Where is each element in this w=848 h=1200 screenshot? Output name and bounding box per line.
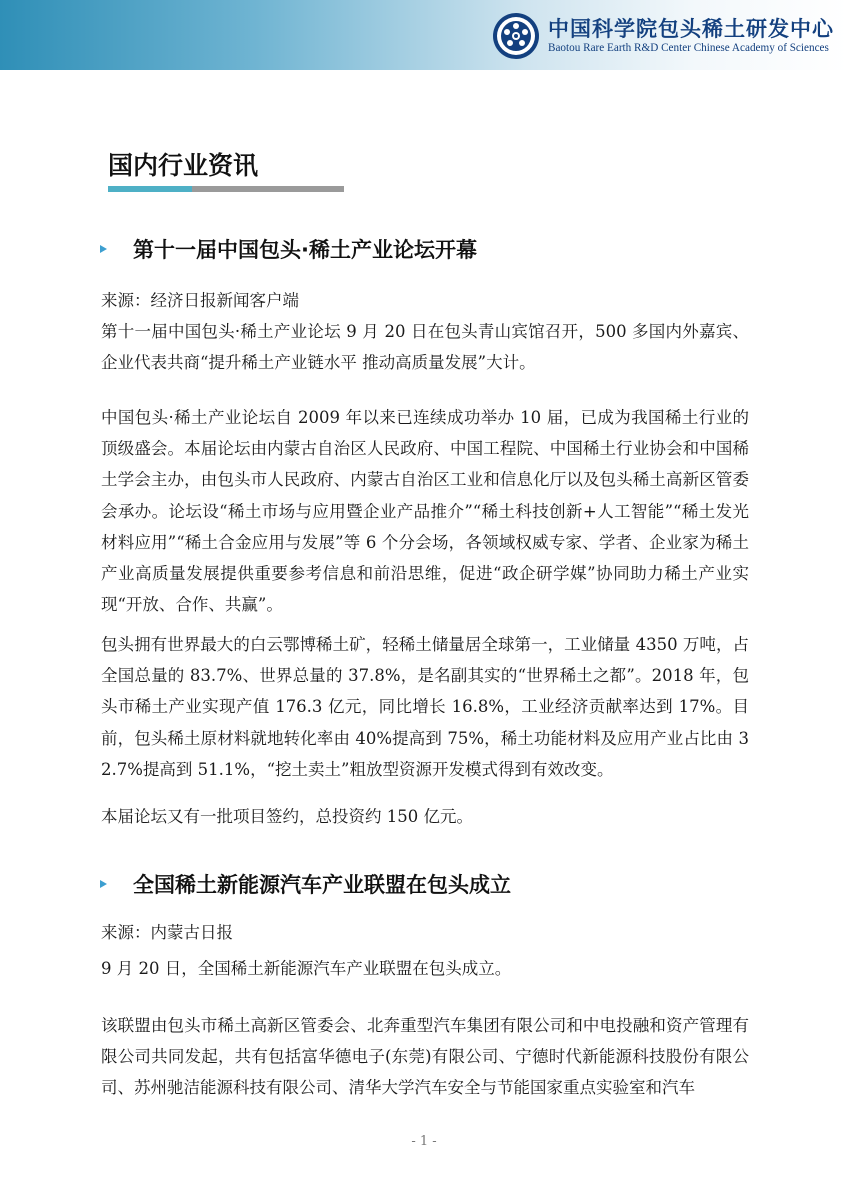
triangle-bullet-icon <box>100 880 107 888</box>
article-1-paragraph: 包头拥有世界最大的白云鄂博稀土矿，轻稀土储量居全球第一，工业储量 4350 万吨，占全国总量的 83.7%、世界总量的 37.8%，是名副其实的“世界稀土之都”。2018 年，包头市稀土产业实现产值 176.3 亿元，同比增长 16.8%，工业经济贡献率达到 17%。目前，包头稀土原材料就地转化率由 40%提高到 75%，稀土功能材料及应用产业占比由 32.7%提高到 51.1%，“挖土卖土”粗放型资源开发模式得到有效改变。 <box>101 635 749 779</box>
section-title: 国内行业资讯 <box>108 151 259 180</box>
cas-emblem-icon <box>492 12 540 60</box>
org-logo <box>492 12 834 60</box>
article-2-title: 全国稀土新能源汽车产业联盟在包头成立 <box>133 873 511 897</box>
article-2-paragraph: 该联盟由包头市稀土高新区管委会、北奔重型汽车集团有限公司和中电投融和资产管理有限公司共同发起，共有包括富华德电子(东莞)有限公司、宁德时代新能源科技股份有限公司、苏州驰洁能源科技有限公司、清华大学汽车安全与节能国家重点实验室和汽车 <box>101 1016 749 1098</box>
org-name-en: Baotou Rare Earth R&D Center Chinese Academy of Sciences <box>548 42 829 54</box>
article-1-paragraph: 本届论坛又有一批项目签约，总投资约 150 亿元。 <box>101 807 473 826</box>
triangle-bullet-icon <box>100 245 107 253</box>
article-1-source: 来源：经济日报新闻客户端 <box>101 291 299 310</box>
article-1-paragraph: 第十一届中国包头·稀土产业论坛 9 月 20 日在包头青山宾馆召开，500 多国内外嘉宾、企业代表共商“提升稀土产业链水平 推动高质量发展”大计。 <box>101 322 749 373</box>
page-number: - 1 - <box>411 1134 437 1149</box>
org-name-cn: 中国科学院包头稀土研发中心 <box>548 17 834 41</box>
article-1-title: 第十一届中国包头·稀土产业论坛开幕 <box>133 238 477 262</box>
article-2-source: 来源：内蒙古日报 <box>101 923 233 942</box>
article-2-heading <box>100 869 511 899</box>
article-1-paragraph: 中国包头·稀土产业论坛自 2009 年以来已连续成功举办 10 届，已成为我国稀土行业的顶级盛会。本届论坛由内蒙古自治区人民政府、中国工程院、中国稀土行业协会和中国稀土学会主办，由包头市人民政府、内蒙古自治区工业和信息化厅以及包头稀土高新区管委会承办。论坛设“稀土市场与应用暨企业产品推介”“稀土科技创新+人工智能”“稀土发光材料应用”“稀土合金应用与发展”等 6 个分会场，各领域权威专家、学者、企业家为稀土产业高质量发展提供重要参考信息和前沿思维，促进“政企研学媒”协同助力稀土产业实现“开放、合作、共赢”。 <box>101 408 749 615</box>
section-title-underline <box>108 186 344 192</box>
article-2-paragraph: 9 月 20 日，全国稀土新能源汽车产业联盟在包头成立。 <box>101 959 512 978</box>
article-1-heading <box>100 234 477 264</box>
